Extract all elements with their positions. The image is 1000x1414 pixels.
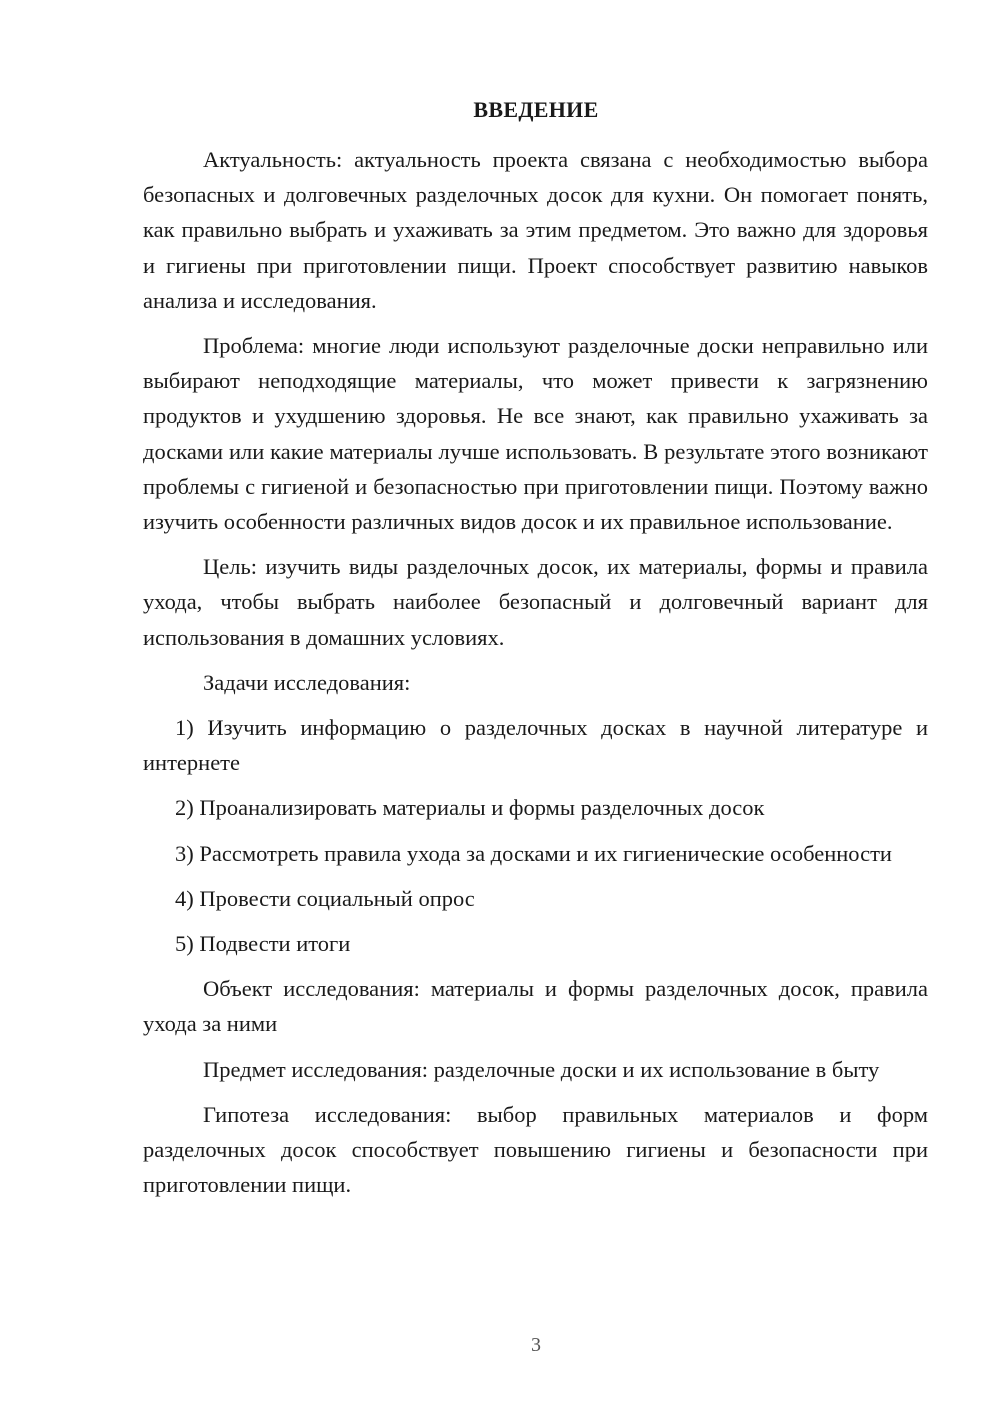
task-item-1: 1) Изучить информацию о разделочных досках в научной литературе и интернете (143, 715, 928, 776)
paragraph-relevance: Актуальность: актуальность проекта связана с необходимостью выбора безопасных и долговечных разделочных досок для кухни. Он помогает понять, как правильно выбрать и ухаживать за этим предметом. Это важно для здоровья и гигиены при приготовлении пищи. Проект способствует развитию навыков анализа и исследования. (143, 147, 928, 313)
page-heading: ВВЕДЕНИЕ (473, 97, 599, 122)
task-item-4: 4) Провести социальный опрос (175, 885, 475, 911)
paragraph-subject: Предмет исследования: разделочные доски и их использование в быту (203, 1056, 880, 1082)
document-body (143, 142, 928, 1202)
paragraph-goal: Цель: изучить виды разделочных досок, их материалы, формы и правила ухода, чтобы выбрать наиболее безопасный и долговечный вариант для использования в домашних условиях. (143, 554, 928, 650)
task-item-2: 2) Проанализировать материалы и формы разделочных досок (175, 795, 765, 821)
task-item-3: 3) Рассмотреть правила ухода за досками и их гигиенические особенности (175, 840, 892, 866)
tasks-title: Задачи исследования: (203, 669, 411, 695)
paragraph-object: Объект исследования: материалы и формы разделочных досок, правила ухода за ними (143, 976, 928, 1037)
paragraph-problem: Проблема: многие люди используют разделочные доски неправильно или выбирают неподходящие материалы, что может привести к загрязнению продуктов и ухудшению здоровья. Не все знают, как правильно ухаживать за досками или какие материалы лучше использовать. В результате этого возникают проблемы с гигиеной и безопасностью при приготовлении пищи. Поэтому важно изучить особенности различных видов досок и их правильное использование. (143, 333, 928, 535)
paragraph-hypothesis: Гипотеза исследования: выбор правильных материалов и форм разделочных досок способствует повышению гигиены и безопасности при приготовлении пищи. (143, 1101, 928, 1198)
task-item-5: 5) Подвести итоги (175, 931, 351, 957)
page-number: 3 (531, 1334, 541, 1356)
